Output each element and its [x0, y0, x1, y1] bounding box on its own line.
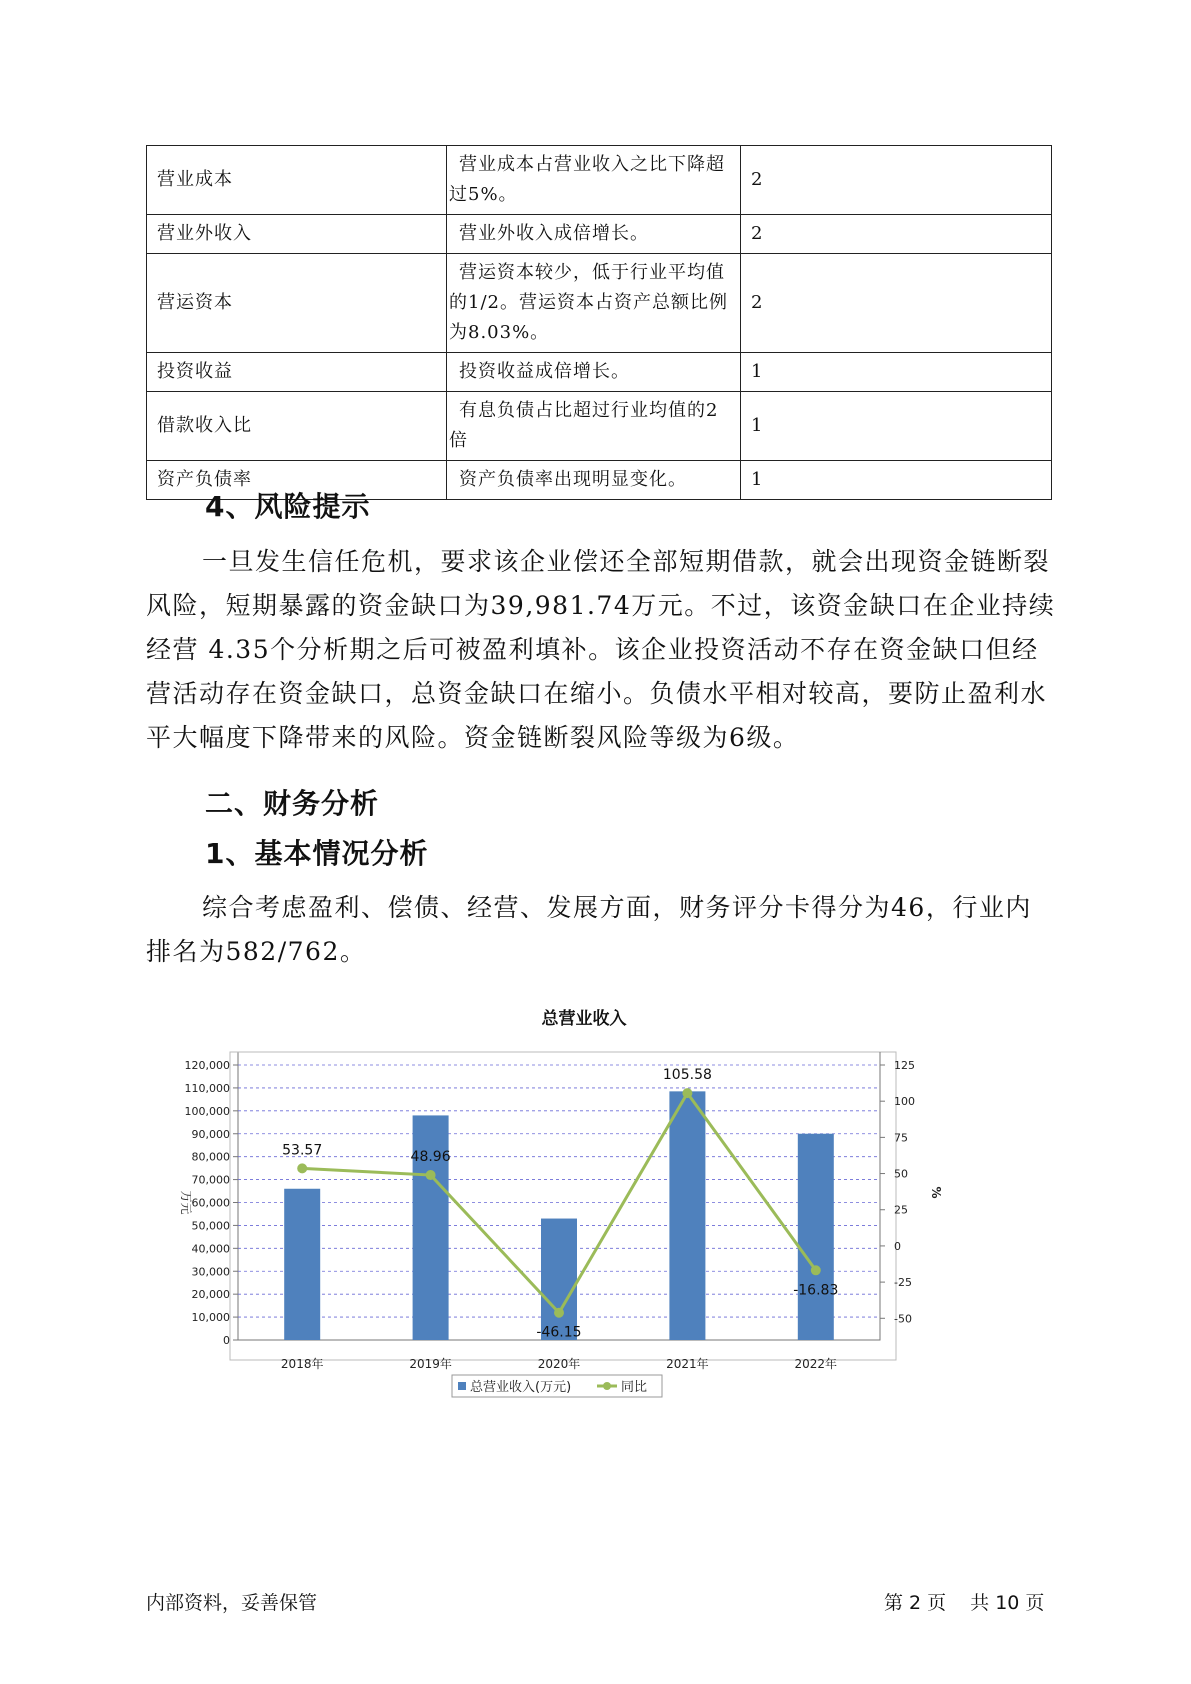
total-label-1: 共	[970, 1592, 990, 1614]
yoy-data-label: 48.96	[410, 1149, 451, 1166]
indicator-description	[447, 353, 741, 392]
y-tick-label: 50,000	[191, 1219, 230, 1233]
description-line: 为8.03%。	[449, 322, 550, 343]
y2-tick-label: 125	[894, 1059, 915, 1072]
indicator-name: 投资收益	[147, 353, 447, 392]
y2-axis-label: %	[929, 1186, 943, 1199]
y-tick-label: 120,000	[184, 1059, 230, 1072]
legend-bar-label: 总营业收入(万元)	[470, 1380, 572, 1395]
indicator-description	[447, 461, 741, 500]
page-label-2: 页	[927, 1592, 947, 1614]
legend-line-marker	[603, 1382, 611, 1390]
description-line: 营业成本占营业收入之比下降超	[459, 154, 725, 175]
yoy-point	[297, 1163, 307, 1173]
indicator-score: 2	[741, 146, 1052, 215]
indicator-description	[447, 254, 741, 353]
indicator-name: 营业外收入	[147, 215, 447, 254]
revenue-chart	[170, 1000, 1030, 1460]
table-row	[147, 353, 1052, 392]
total-pages: 10	[995, 1592, 1020, 1614]
y2-tick-label: -25	[894, 1276, 912, 1290]
y-tick-label: 10,000	[191, 1311, 230, 1325]
yoy-point	[426, 1170, 436, 1180]
description-line: 营运资本较少，低于行业平均值	[459, 262, 725, 283]
page-number: 2	[909, 1592, 922, 1614]
indicator-name: 营业成本	[147, 146, 447, 215]
indicator-score: 2	[741, 215, 1052, 254]
indicator-score: 1	[741, 353, 1052, 392]
yoy-data-label: 53.57	[282, 1142, 323, 1159]
section-heading-finance: 二、财务分析	[205, 787, 380, 820]
section-heading-risk: 4、风险提示	[205, 490, 371, 523]
description-line: 营业外收入成倍增长。	[459, 223, 649, 244]
x-tick-label: 2018年	[280, 1357, 324, 1371]
indicator-score: 1	[741, 392, 1052, 461]
table-row	[147, 392, 1052, 461]
indicator-name: 营运资本	[147, 254, 447, 353]
page-label-1: 第	[884, 1592, 904, 1614]
bar	[541, 1219, 577, 1340]
indicator-score: 1	[741, 461, 1052, 500]
footer-pagination	[884, 1588, 1050, 1615]
y-tick-label: 80,000	[191, 1150, 230, 1164]
indicator-description	[447, 146, 741, 215]
table-row	[147, 254, 1052, 353]
y-tick-label: 70,000	[191, 1173, 230, 1187]
y2-tick-label: 50	[894, 1167, 908, 1181]
basic-paragraph: 综合考虑盈利、偿债、经营、发展方面，财务评分卡得分为46，行业内排名为582/762。	[146, 893, 1032, 966]
legend-line-label: 同比	[621, 1380, 648, 1395]
y-tick-label: 40,000	[191, 1242, 230, 1256]
description-line: 过5%。	[449, 184, 518, 205]
x-tick-label: 2020年	[537, 1357, 581, 1371]
indicator-name: 借款收入比	[147, 392, 447, 461]
indicator-score: 2	[741, 254, 1052, 353]
table-row	[147, 215, 1052, 254]
y2-tick-label: 25	[894, 1203, 908, 1217]
indicator-name: 资产负债率	[147, 461, 447, 500]
y-tick-label: 0	[223, 1334, 230, 1347]
y-tick-label: 100,000	[184, 1104, 230, 1118]
y-axis-label: 万元	[179, 1190, 193, 1215]
y-tick-label: 30,000	[191, 1265, 230, 1279]
footer-confidential: 内部资料，妥善保管	[146, 1592, 318, 1614]
y2-tick-label: -50	[894, 1312, 912, 1326]
yoy-data-label: 105.58	[662, 1067, 712, 1084]
y2-tick-label: 100	[894, 1095, 915, 1109]
indicator-description	[447, 215, 741, 254]
section-heading-basic: 1、基本情况分析	[205, 837, 429, 870]
description-line: 有息负债占比超过行业均值的2倍	[449, 400, 719, 451]
risk-indicator-table	[146, 145, 1052, 500]
yoy-point	[554, 1308, 564, 1318]
risk-paragraph: 一旦发生信任危机，要求该企业偿还全部短期借款，就会出现资金链断裂风险，短期暴露的资金缺口为39,981.74万元。不过，该资金缺口在企业持续经营 4.35个分析期之后可被盈利填补。该企业投资活动不存在资金缺口但经营活动存在资金缺口，总资金缺口在缩小。负债水平相对较高，要防止盈利水平大幅度下降带来的风险。资金链断裂风险等级为6级。	[146, 547, 1056, 752]
yoy-data-label: -46.15	[536, 1324, 582, 1341]
x-tick-label: 2021年	[666, 1357, 709, 1371]
description-line: 资产负债率出现明显变化。	[459, 469, 687, 490]
x-tick-label: 2022年	[794, 1357, 838, 1371]
y-tick-label: 110,000	[184, 1081, 230, 1095]
total-label-2: 页	[1025, 1592, 1045, 1614]
y-tick-label: 60,000	[191, 1196, 230, 1210]
description-line: 投资收益成倍增长。	[459, 361, 630, 382]
yoy-point	[682, 1088, 692, 1098]
yoy-data-label: -16.83	[793, 1282, 839, 1299]
bar	[798, 1134, 834, 1340]
y2-tick-label: 75	[894, 1131, 908, 1145]
y-tick-label: 20,000	[191, 1288, 230, 1302]
indicator-description	[447, 392, 741, 461]
yoy-point	[811, 1265, 821, 1275]
table-row	[147, 146, 1052, 215]
y-tick-label: 90,000	[191, 1127, 230, 1141]
bar	[669, 1091, 705, 1340]
y2-tick-label: 0	[894, 1239, 901, 1253]
legend-bar-swatch	[458, 1382, 466, 1390]
bar	[284, 1189, 320, 1340]
x-tick-label: 2019年	[409, 1357, 452, 1371]
description-line: 的1/2。营运资本占资产总额比例	[449, 292, 728, 313]
chart-title: 总营业收入	[541, 1009, 627, 1029]
